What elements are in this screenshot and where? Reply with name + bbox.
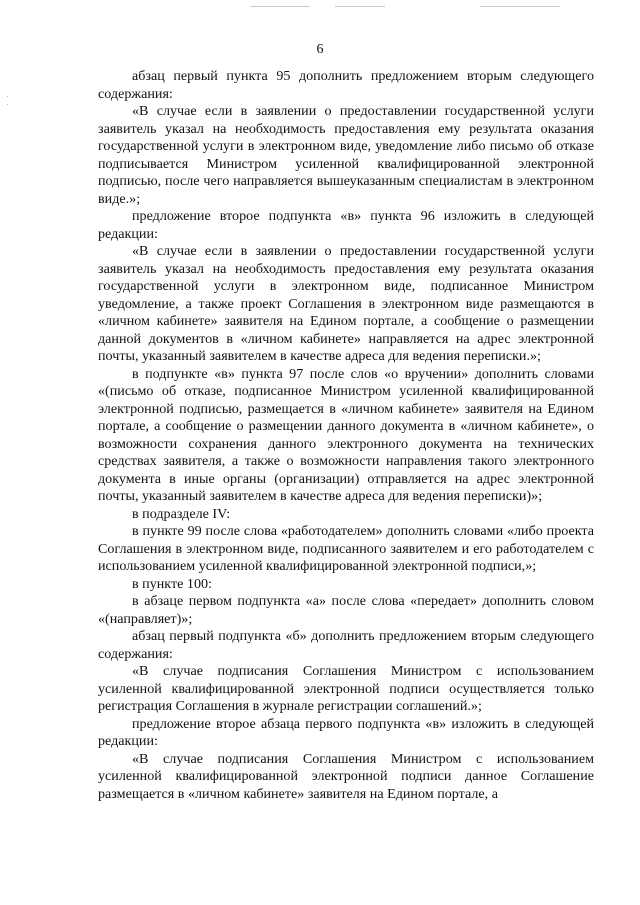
page-number: 6 (316, 42, 324, 57)
paragraph: «В случае если в заявлении о предоставлении государственной услуги заявитель указал на необходимость предоставления ему результата оказания государственной услуги в электронном виде, уведомление либо письмо об отказе подписывается Министром усиленной квалифицированной электронной подписью, после чего направляется вышеуказанным специалистам в электронном виде.»; (98, 103, 594, 207)
paragraph: в пункте 100: (132, 575, 212, 592)
paragraph: «В случае подписания Соглашения Министром с использованием усиленной квалифицированной электронной подписи данное Соглашение размещается в «личном кабинете» заявителя на Едином портале, а (98, 750, 594, 802)
scan-artifact (7, 96, 8, 97)
paragraph: абзац первый подпункта «б» дополнить предложением вторым следующего содержания: (98, 628, 594, 662)
scan-artifact (250, 6, 310, 7)
paragraph: в пункте 99 после слова «работодателем» дополнить словами «либо проекта Соглашения в электронном виде, подписанного заявителем и его работодателем с использованием усиленной квалифицированной электронной подписи,»; (98, 523, 594, 574)
paragraph: абзац первый пункта 95 дополнить предложением вторым следующего содержания: (98, 68, 594, 102)
paragraph: «В случае если в заявлении о предоставлении государственной услуги заявитель указал на необходимость предоставления ему результата оказания государственной услуги в электронном виде, подписанное Министром уведомление, а также проект Соглашения в электронном виде размещаются в «личном кабинете» заявителя на Едином портале, а сообщение о размещении данной документов в «личном кабинете» направляется на адрес электронной почты, указанный заявителем в качестве адреса для ведения переписки.»; (98, 243, 594, 364)
paragraph: в подразделе IV: (132, 505, 231, 522)
paragraph: предложение второе подпункта «в» пункта 96 изложить в следующей редакции: (98, 208, 594, 242)
document-body (98, 68, 594, 803)
paragraph: «В случае подписания Соглашения Министром с использованием усиленной квалифицированной электронной подписи осуществляется только регистрация Соглашения в журнале регистрации соглашений.»; (98, 663, 594, 714)
scan-artifact (335, 6, 385, 7)
scan-artifact (480, 6, 560, 7)
paragraph: в абзаце первом подпункта «а» после слова «передает» дополнить словом «(направляет)»; (98, 593, 594, 627)
scan-artifact (7, 104, 8, 105)
paragraph: в подпункте «в» пункта 97 после слов «о вручении» дополнить словами «(письмо об отказе, подписанное Министром усиленной квалифицированной электронной подписью, размещается в «личном кабинете» заявителя на Едином портале, а сообщение о размещении данного документа в «личном кабинете», о возможности сохранения данного электронного документа на технических средствах заявителя, а также о возможности направления такого электронного документа в иные органы (организации) отправляется на адрес электронной почты, указанный заявителем в качестве адреса для ведения переписки)»; (98, 365, 594, 504)
paragraph: предложение второе абзаца первого подпункта «в» изложить в следующей редакции: (98, 715, 594, 749)
